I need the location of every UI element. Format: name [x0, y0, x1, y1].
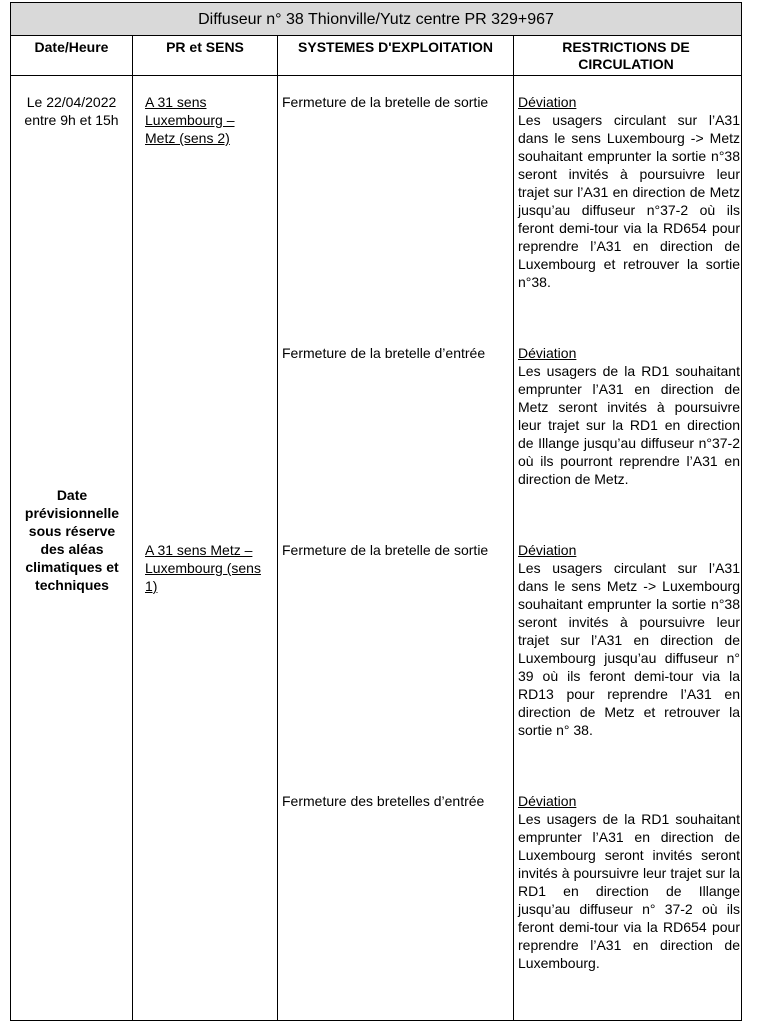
system-cell: Fermeture de la bretelle de sortie: [282, 542, 489, 558]
system-cell: Fermeture des bretelles d’entrée: [282, 793, 485, 809]
deviation-label: Déviation: [518, 94, 577, 110]
header-divider: [11, 75, 741, 76]
restriction-cell: [518, 541, 740, 739]
deviation-text: Les usagers circulant sur l’A31 dans le sens Luxembourg -> Metz souhaitant emprunter la sortie n°38 seront invités à poursuivre leur trajet sur l’A31 en direction de Metz jusqu’au diffuseur n°37-2 où ils feront demi-tour via la RD654 pour reprendre l’A31 en direction de Luxembourg et retrouver la sortie n°38.: [518, 112, 740, 290]
time-line: entre 9h et 15h: [24, 112, 119, 128]
column-divider: [132, 36, 133, 1020]
restriction-cell: [518, 792, 740, 972]
date-cell: [13, 93, 130, 129]
column-divider: [513, 36, 514, 1020]
system-cell: Fermeture de la bretelle de sortie: [282, 94, 489, 110]
pr-direction-cell: A 31 sens Metz – Luxembourg (sens 1): [145, 542, 261, 594]
restriction-cell: [518, 93, 740, 291]
deviation-text: Les usagers circulant sur l’A31 dans le sens Metz -> Luxembourg souhaitant emprunter la sortie n°38 seront invités à poursuivre leur trajet sur l’A31 en direction de Luxembourg jusqu’au diffuseur n° 39 où ils feront demi-tour via la RD13 pour reprendre l’A31 en direction de Metz et retrouver la sortie n° 38.: [518, 560, 740, 738]
system-cell: Fermeture de la bretelle d’entrée: [282, 345, 486, 361]
traffic-restrictions-table: [10, 2, 742, 1021]
deviation-label: Déviation: [518, 793, 577, 809]
date-note: Date prévisionnelle sous réserve des aléas climatiques et techniques: [24, 487, 120, 593]
restriction-cell: [518, 344, 740, 488]
header-date: Date/Heure: [34, 39, 109, 55]
deviation-text: Les usagers de la RD1 souhaitant emprunter l’A31 en direction de Luxembourg seront invités seront invités à poursuivre leur trajet sur la RD1 en direction de Illange jusqu’au diffuseur n° 37-2 où ils feront demi-tour via la RD654 pour reprendre l’A31 en direction de Luxembourg.: [518, 811, 740, 971]
deviation-label: Déviation: [518, 542, 577, 558]
date-line: Le 22/04/2022: [26, 94, 117, 110]
table-title: Diffuseur n° 38 Thionville/Yutz centre PR 329+967: [11, 3, 741, 36]
header-restrictions: RESTRICTIONS DE CIRCULATION: [562, 39, 690, 72]
header-systems: SYSTEMES D'EXPLOITATION: [298, 39, 493, 55]
pr-direction-cell: A 31 sens Luxembourg – Metz (sens 2): [145, 94, 235, 146]
header-pr-sens: PR et SENS: [166, 39, 244, 55]
deviation-label: Déviation: [518, 345, 577, 361]
deviation-text: Les usagers de la RD1 souhaitant emprunter l’A31 en direction de Metz seront invités à poursuivre leur trajet sur la RD1 en direction de Illange jusqu’au diffuseur n°37-2 où ils pourront reprendre l’A31 en direction de Metz.: [518, 363, 740, 487]
column-divider: [277, 36, 278, 1020]
